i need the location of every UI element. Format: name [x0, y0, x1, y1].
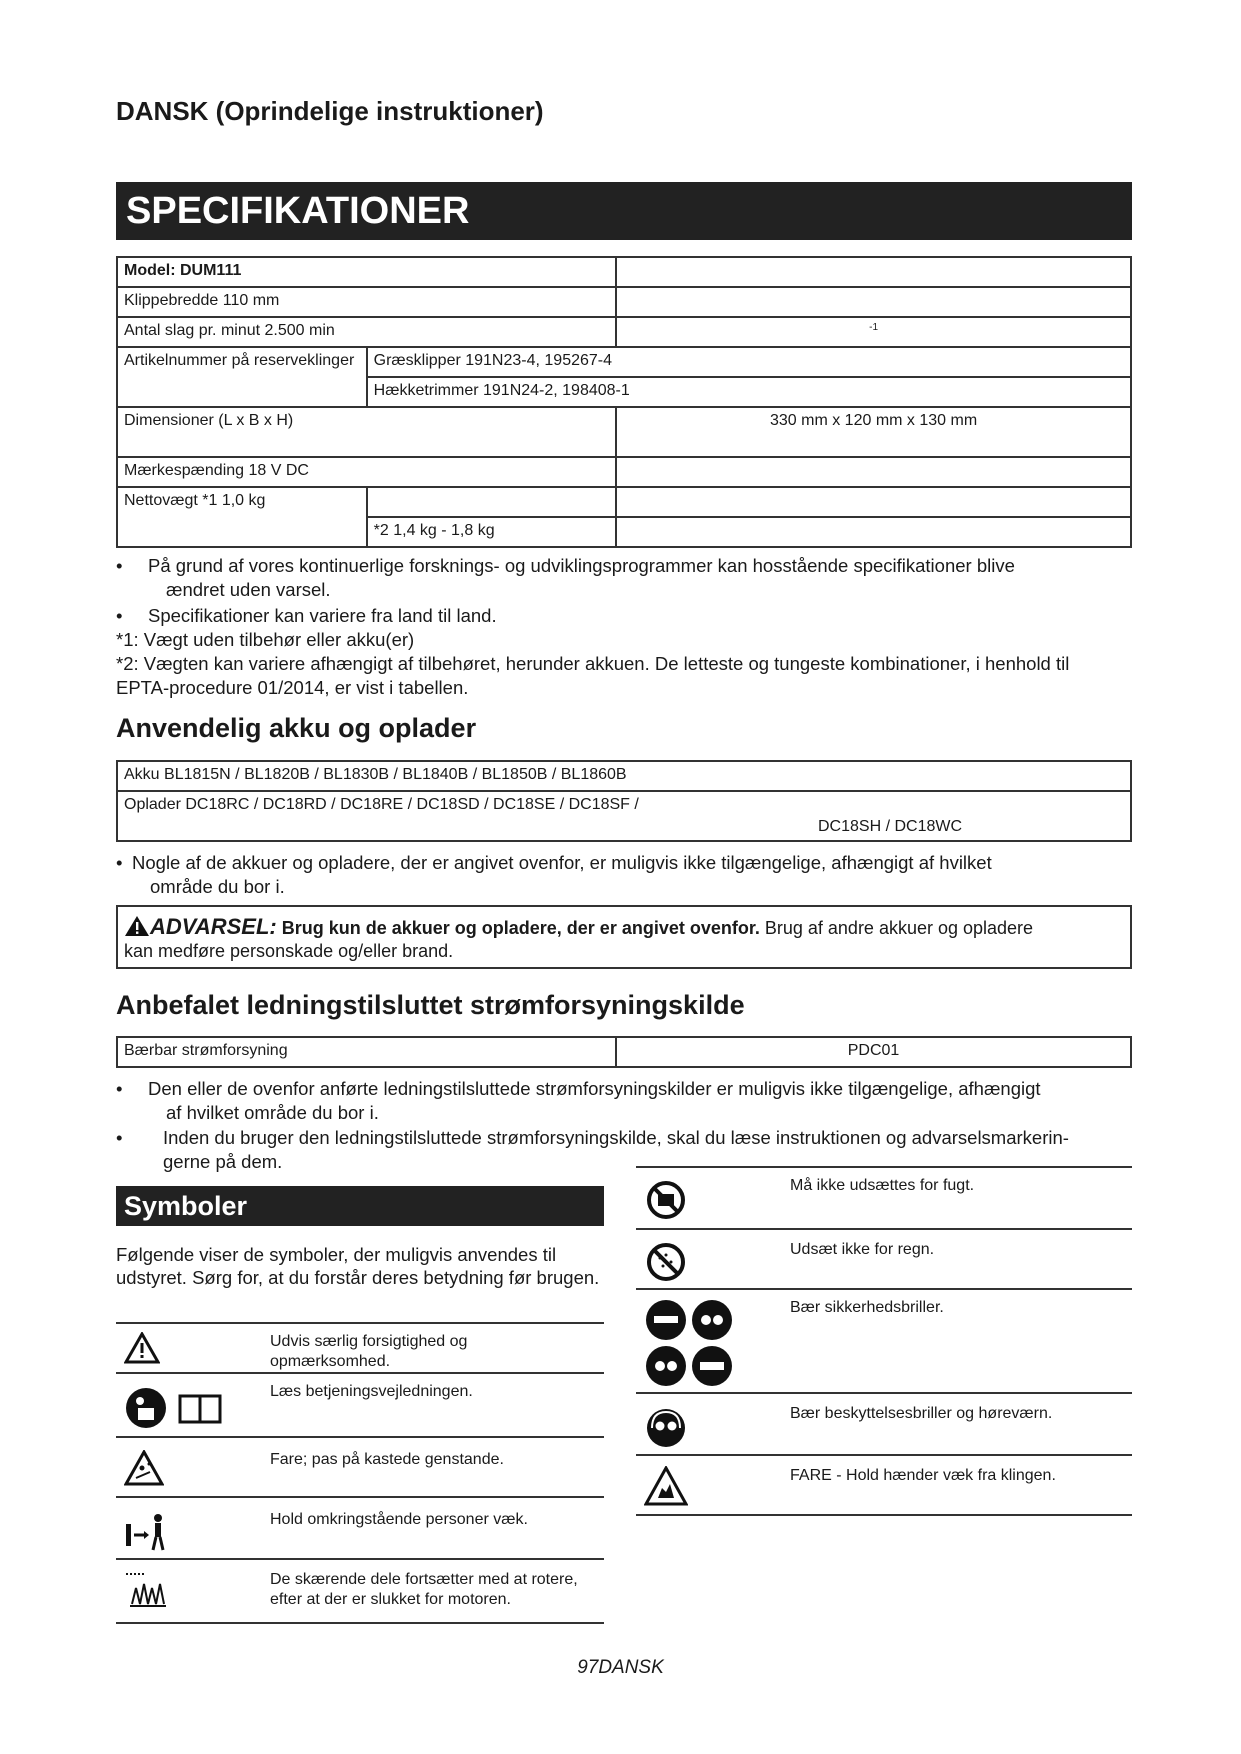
symbol-row: Læs betjeningsvejledningen. — [116, 1372, 604, 1438]
no-rain-icon — [646, 1242, 686, 1282]
battery-note: • Nogle af de akkuer og opladere, der er angivet ovenfor, er muligvis ikke tilgængelige, afhængigt af hvilket område du bor i. — [116, 852, 992, 897]
spec-grass-blade: Græsklipper 191N23-4, 195267-4 — [367, 347, 1131, 377]
power-value: PDC01 — [616, 1037, 1131, 1067]
language-heading: DANSK (Oprindelige instruktioner) — [116, 96, 544, 126]
symbol-row: Bær sikkerhedsbriller. — [636, 1288, 1132, 1394]
spec-note-4: *2: Vægten kan variere afhængigt af tilbehøret, herunder akkuen. De letteste og tungeste kombinationer, i henhold til EPTA-procedure 01/2014, er vist i tabellen. — [116, 653, 1070, 698]
symbol-row: Bær beskyttelsesbriller og høreværn. — [636, 1392, 1132, 1456]
spec-blade-label: Artikelnummer på reserveklinger — [117, 347, 367, 407]
spec-dimensions-value: 330 mm x 120 mm x 130 mm — [616, 407, 1131, 457]
akku-list: Akku BL1815N / BL1820B / BL1830B / BL1840B / BL1850B / BL1860B — [117, 761, 1131, 791]
safety-glasses-icon — [644, 1298, 736, 1388]
symbol-row: De skærende dele fortsætter med at rotere, efter at der er slukket for motoren. — [116, 1558, 604, 1624]
rotating-blades-icon — [124, 1570, 172, 1610]
symbols-banner: Symboler — [116, 1186, 604, 1226]
spec-cutting-width: Klippebredde 110 mm — [117, 287, 616, 317]
warning-text-a: Brug af andre akkuer og opladere — [764, 918, 1034, 938]
spec-note-2: • Specifikationer kan variere fra land til land. — [116, 605, 497, 626]
warning-box — [116, 905, 1132, 969]
symbol-row: Fare; pas på kastede genstande. — [116, 1436, 604, 1498]
specifications-table — [116, 256, 1132, 548]
warning-title: ADVARSEL: — [150, 914, 277, 939]
power-label: Bærbar strømforsyning — [117, 1037, 616, 1067]
thrown-objects-icon — [124, 1450, 164, 1486]
specifications-banner: SPECIFIKATIONER — [116, 182, 1132, 240]
no-moisture-icon — [646, 1180, 686, 1220]
symbols-intro: Følgende viser de symboler, der muligvis anvendes til udstyret. Sørg for, at du forstår deres betydning før brugen. — [116, 1244, 600, 1288]
charger-list: Oplader DC18RC / DC18RD / DC18RE / DC18SD / DC18SE / DC18SF / DC18SH / DC18WC — [117, 791, 1131, 841]
power-heading: Anbefalet ledningstilsluttet strømforsyningskilde — [116, 990, 745, 1020]
spec-note-3: *1: Vægt uden tilbehør eller akku(er) — [116, 629, 415, 650]
symbol-row: Udsæt ikke for regn. — [636, 1228, 1132, 1290]
symbol-row: FARE - Hold hænder væk fra klingen. — [636, 1454, 1132, 1516]
spec-net-weight-2: *2 1,4 kg - 1,8 kg — [367, 517, 616, 547]
warning-text-b: kan medføre personskade og/eller brand. — [124, 941, 454, 961]
keep-bystanders-away-icon — [124, 1510, 168, 1554]
strokes-superscript: -1 — [869, 322, 879, 333]
power-note-1: • Den eller de ovenfor anførte ledningstilsluttede strømforsyningskilder er muligvis ikke tilgængelige, afhængigt af hvilket område du bor i. — [116, 1078, 1041, 1123]
spec-hedge-blade: Hækketrimmer 191N24-2, 198408-1 — [367, 377, 1131, 407]
spec-voltage: Mærkespænding 18 V DC — [117, 457, 616, 487]
warning-bold-text: Brug kun de akkuer og opladere, der er angivet ovenfor. — [281, 918, 760, 938]
battery-heading: Anvendelig akku og oplader — [116, 713, 477, 743]
page-footer: 97DANSK — [577, 1657, 664, 1678]
spec-net-weight: Nettovægt *1 1,0 kg — [117, 487, 367, 547]
power-table — [116, 1036, 1132, 1068]
hand-blade-danger-icon — [644, 1466, 688, 1506]
symbol-row: Udvis særlig forsigtighed og opmærksomhed. — [116, 1322, 604, 1374]
symbol-row: Hold omkringstående personer væk. — [116, 1496, 604, 1560]
battery-table — [116, 760, 1132, 842]
goggles-ear-protection-icon — [646, 1408, 686, 1448]
spec-dimensions-label: Dimensioner (L x B x H) — [117, 407, 616, 457]
spec-model: Model: DUM111 — [117, 257, 616, 287]
symbol-row: Må ikke udsættes for fugt. — [636, 1166, 1132, 1230]
read-manual-icon — [124, 1386, 224, 1430]
spec-strokes: Antal slag pr. minut 2.500 min — [117, 317, 616, 347]
power-note-2: • Inden du bruger den ledningstilsluttede strømforsyningskilde, skal du læse instruktionen og advarselsmarkerin- gerne på dem. — [116, 1127, 1069, 1172]
warning-triangle-icon — [124, 1332, 160, 1364]
warning-icon — [124, 915, 150, 937]
spec-note-1: • På grund af vores kontinuerlige forsknings- og udviklingsprogrammer kan hosstående specifikationer blive ændret uden varsel. — [116, 555, 1015, 600]
